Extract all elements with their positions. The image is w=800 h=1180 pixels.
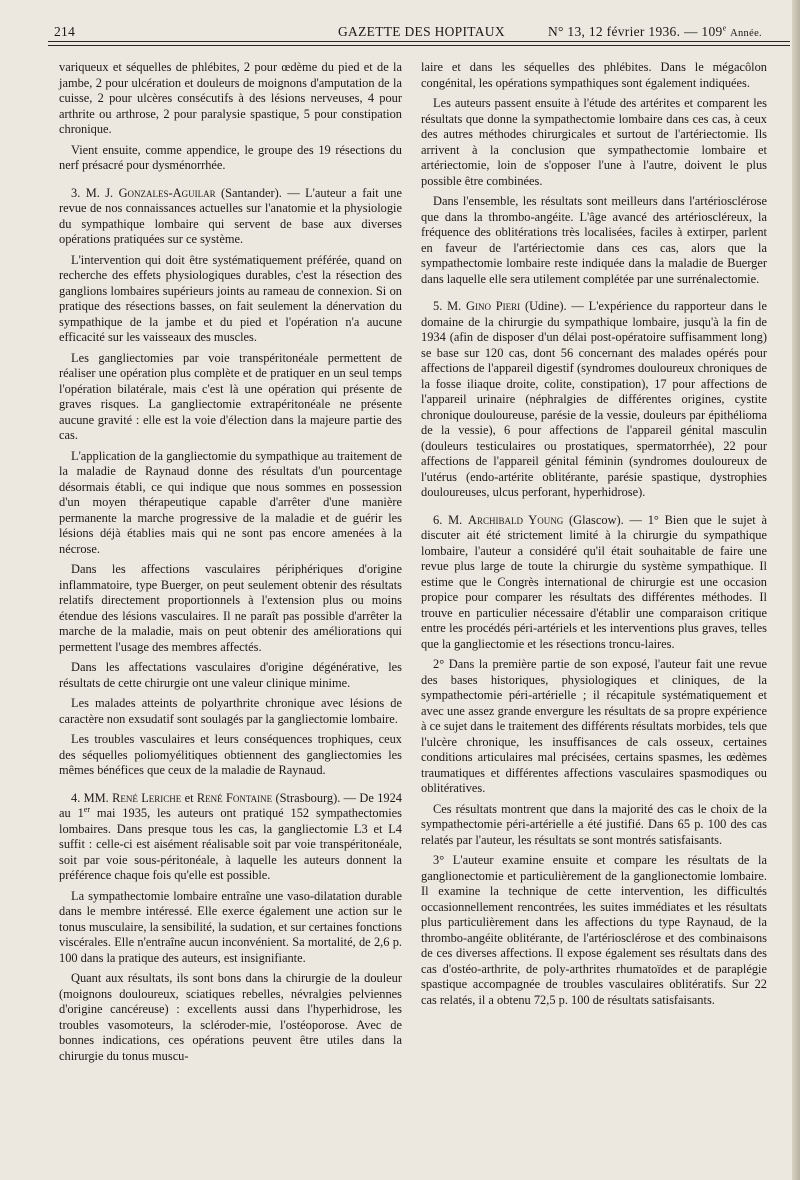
section-number: 6. M. [433, 512, 463, 527]
section-text: (Strasbourg). — De 1924 au 1 [59, 790, 402, 820]
journal-title: GAZETTE DES HOPITAUX [338, 24, 505, 39]
section-number: 3. M. J. [71, 185, 114, 200]
paragraph: variqueux et séquelles de phlébites, 2 pour œdème du pied et de la jambe, 2 pour ulcération et douleurs de moignons d'amputation de la cuisse, 2 pour ulcères consécutifs à des lésions nerveuses, 4 pour arthrite ou arthrose, 2 pour paralysie spastique, 5 pour constipation chronique. [59, 60, 402, 136]
paragraph: Les malades atteints de polyarthrite chronique avec lésions de caractère non exsudatif sont soulagés par la gangliectomie lombaire. [59, 696, 402, 726]
paragraph: Les troubles vasculaires et leurs conséquences trophiques, ceux des séquelles poliomyélitiques obtiennent des gangliectomies les mêmes bénéfices que ceux de la maladie de Raynaud. [59, 732, 402, 777]
paragraph: laire et dans les séquelles des phlébites. Dans le mégacôlon congénital, les opérations sympathiques sont également indiquées. [421, 60, 767, 90]
left-column [59, 60, 402, 1069]
right-column [421, 60, 767, 1013]
page-header [48, 14, 788, 44]
section-4 [59, 791, 402, 884]
year-word: Année. [730, 28, 762, 39]
page-edge [792, 0, 800, 1180]
paragraph: Dans l'ensemble, les résultats sont meilleurs dans l'artériosclérose que dans la thrombo-angéite. L'âge avancé des artérioscléreux, la fréquence des oblitérations très localisées, faciles à extirper, parlent en faveur de l'artériectomie dans ces cas, alors que la sympathectomie lombaire reste indiquée dans la maladie de Buerger dans laquelle elle sera utilement complétée par une surrénalectomie. [421, 194, 767, 286]
paragraph: L'intervention qui doit être systématiquement préférée, quand on recherche des effets physiologiques durables, c'est la résection des ganglions lombaires supérieurs joints au rameau de connexion. Si on pratique des résections basses, on fait seulement la dénervation du sympathique de la jambe et du pied et l'opération n'a aucune efficacité sur les vaisseaux des muscles. [59, 252, 402, 344]
section-6 [421, 513, 767, 653]
paragraph: 2° Dans la première partie de son exposé, l'auteur fait une revue des bases historiques, physiologiques et cliniques, de la sympathectomie péri-artérielle ; il récapitule systématiquement et avec une assez grande envergure les résultats de sa propre expérience à ce sujet dans le traitement des différents résultats morbides, tels que l'ulcère chronique, les insuffisances de cals osseux, certaines conditions articulaires mal précisées, certains spasmes, les œdèmes traumatiques et différentes affections vasculaires spasmodiques ou oblitératives. [421, 657, 767, 795]
section-text: mai 1935, les auteurs ont pratiqué 152 sympathectomies lombaires. Dans presque tous les cas, la gangliectomie L3 et L4 suffit : celle-ci est aisément réalisable soit par voie transpéritonéale, soit par voie sous-péritonéale, à laquelle les auteurs donnent la préférence chaque fois qu'elle est possible. [59, 806, 402, 882]
issue-info [548, 24, 762, 40]
author-name: Archibald Young [468, 512, 564, 527]
section-3 [59, 186, 402, 248]
section-text: (Udine). — L'expérience du rapporteur dans le domaine de la chirurgie du sympathique lombaire, jusqu'à la fin de 1934 (afin de disposer d'un délai post-opératoire suffisamment long) se base sur 120 cas, dont 56 concernant des malades opérés pour affections de l'appareil digestif (syndromes douloureux chroniques de la fosse iliaque droite, colite, constipation), 17 pour affections de l'appareil urinaire (néphralgies de différentes origines, cystite chronique douloureuse, parésie de la vessie, douleurs par épithélioma de la vessie), 6 pour affections de l'appareil génital masculin (douleurs testiculaires ou prostatiques, spermatorrhée), 22 pour affections de l'appareil génital féminin (syndromes douloureux de l'utérus (endo-artérite oblitérante, parésie spastique, dystrophies douloureuses, ulcus perforant, hyperhidrose). [421, 299, 767, 499]
paragraph: L'application de la gangliectomie du sympathique au traitement de la maladie de Raynaud donne des résultats d'un pourcentage désormais établi, ce qui indique que nous sommes en possession d'un moyen thérapeutique capable d'arrêter d'une manière permanente la marche progressive de la maladie et de guérir les lésions déjà établies mais qui ne sont pas encore amenées à la nécrose. [59, 448, 402, 556]
section-5 [421, 299, 767, 501]
section-number: 5. M. [433, 299, 462, 313]
page-number: 214 [54, 24, 76, 39]
paragraph: Les gangliectomies par voie transpéritonéale permettent de réaliser une opération plus complète et de pratiquer en un seul temps l'opération bilatérale, mais c'est là une opération qui présente de graves risques. La gangliectomie extrapéritonéale ne présente aucune gravité : elle est la voie d'élection dans la majeure partie des cas. [59, 350, 402, 442]
paragraph: Vient ensuite, comme appendice, le groupe des 19 résections du nerf présacré pour dysménorrhée. [59, 142, 402, 172]
author-name: Gino Pieri [466, 299, 521, 313]
header-rule-thin [48, 45, 790, 46]
paragraph: Dans les affectations vasculaires d'origine dégénérative, les résultats de cette chirurgie ont une valeur clinique minime. [59, 660, 402, 690]
section-text: (Santander). — L'auteur a fait une revue de nos connaissances actuelles sur l'anatomie et la physiologie du sympathique lombaire qui servent de base aux diverses opérations pratiquées sur ce système. [59, 185, 403, 246]
header-rule-thick [48, 41, 790, 42]
author-name: René Leriche [112, 790, 182, 805]
author-name: René Fontaine [196, 790, 273, 805]
paragraph: La sympathectomie lombaire entraîne une vaso-dilatation durable dans le membre intéressé. Elle exerce également une action sur le tonus musculaire, la sensibilité, la sudation, et sur certaines fonctions viscérales. Elle n'entraîne aucun inconvénient. Sa mortalité, de 2,6 p. 100 dans la pratique des auteurs, est insignifiante. [59, 888, 402, 965]
author-name: Gonzales-Aguilar [118, 185, 216, 200]
paragraph: Les auteurs passent ensuite à l'étude des artérites et comparent les résultats que donne la sympathectomie lombaire dans ces cas, à ceux des autres méthodes chirurgicales et surtout de l'artériectomie. Ils arrivent à la conclusion que sympathectomie lombaire et artériectomie, loin de s'opposer l'une à l'autre, doivent le plus possible être combinées. [421, 96, 767, 188]
issue-text: N° 13, 12 février 1936. — 109 [548, 24, 723, 39]
issue-sup: e [722, 23, 727, 33]
paragraph: Ces résultats montrent que dans la majorité des cas le choix de la sympathectomie péri-artérielle a été justifié. Dans 65 p. 100 des cas relatés par l'auteur, les résultats se sont montrés satisfaisants. [421, 801, 767, 847]
conjunction: et [184, 790, 194, 805]
section-text: (Glascow). — 1° Bien que le sujet à discuter ait été strictement limité à la chirurgie du sympathique lombaire, l'auteur a considéré qu'il était souhaitable de faire une revue plus large de toute la chirurgie du système sympathique. Il estime que le Congrès international de chirurgie est une occasion propice pour comparer les résultats des différentes méthodes. Il trouve en particulier nécessaire d'établir une comparaison critique entre les procédés péri-artériels et les interventions plus graves, telles que la gangliectomie et les résections troncu-laires. [421, 512, 767, 651]
paragraph: Dans les affections vasculaires périphériques d'origine inflammatoire, type Buerger, on peut seulement obtenir des résultats relatifs directement proportionnels à l'extension plus ou moins étendue des lésions vasculaires. Il ne paraît pas possible d'arrêter la marche de la maladie, mais on peut obtenir des améliorations qui permettent l'usage des membres affectés. [59, 562, 402, 654]
paragraph: Quant aux résultats, ils sont bons dans la chirurgie de la douleur (moignons douloureux, sciatiques rebelles, névralgies pelviennes d'origine cancéreuse) : excellents aussi dans l'hyperhidrose, les troubles vasomoteurs, la scléroder-mie, l'ostéoporose. Avec de bonnes indications, ces opérations peuvent être utiles dans la chirurgie du tonus muscu- [59, 971, 402, 1063]
paragraph: 3° L'auteur examine ensuite et compare les résultats de la ganglionectomie et particulièrement de la ganglionectomie lombaire. Il examine la technique de cette intervention, les difficultés occasionnellement rencontrées, les suites immédiates et les résultats plus particulièrement dans les affections du type Raynaud, de la thrombo-angéite oblitérante, de l'artériosclérose et des combinaisons de ces diverses affections. Il expose également ses résultats dans des cas d'ostéo-arthrite, de poly-arthrites rhumatoïdes et de paraplégie spastique accompagnée de troubles vasculaires oblitératifs. Sur 22 cas relatés, il a obtenu 72,5 p. 100 de résultats satisfaisants. [421, 853, 767, 1007]
superscript: er [83, 804, 90, 814]
section-number: 4. MM. [71, 790, 109, 805]
